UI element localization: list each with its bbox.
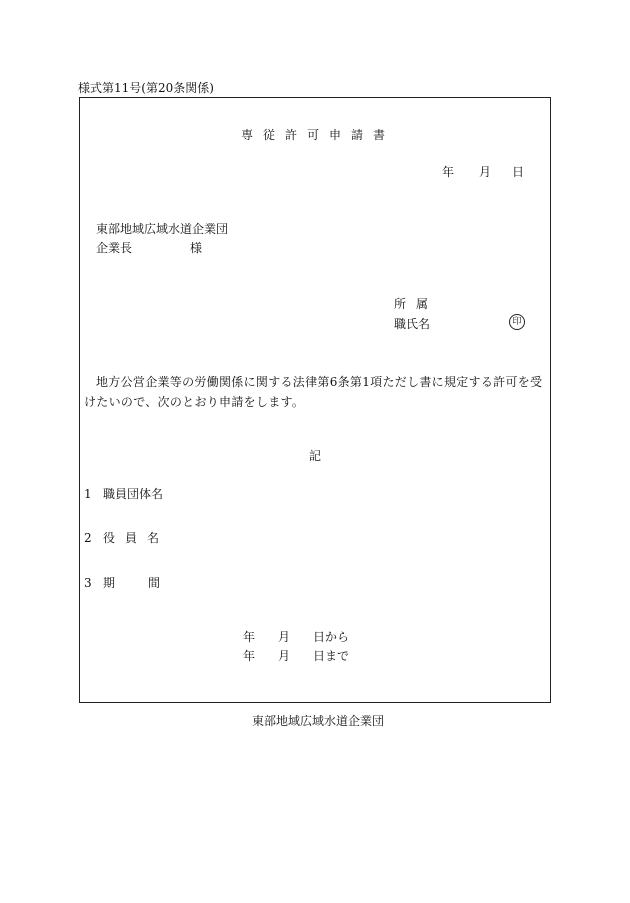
- item-number: 2: [84, 531, 92, 545]
- period-from-month: 月: [278, 630, 291, 644]
- footer-organization: 東部地域広域水道企業団: [252, 714, 385, 728]
- item-label-union-name: 職員団体名: [103, 487, 164, 501]
- date-month: 月: [479, 165, 492, 179]
- period-to-month: 月: [278, 649, 291, 663]
- item-number: 1: [84, 487, 92, 501]
- addressee-organization: 東部地域広域水道企業団: [96, 222, 229, 236]
- affiliation-label: 所属: [394, 297, 439, 311]
- date-day: 日: [512, 165, 525, 179]
- application-body-text: 地方公営企業等の労働関係に関する法律第6条第1項ただし書に規定する許可を受けたいので、次のとおり申請をします。: [84, 375, 543, 409]
- addressee-honorific: 様: [190, 241, 203, 255]
- period-to-day: 日まで: [313, 649, 350, 663]
- addressee-position: 企業長: [96, 241, 133, 255]
- seal-mark: 印: [509, 314, 525, 330]
- document-title: 専従許可申請書: [241, 128, 396, 142]
- period-from-day: 日から: [313, 630, 350, 644]
- date-year: 年: [442, 165, 455, 179]
- item-label-officer-name: 役員名: [103, 531, 170, 545]
- period-to-year: 年: [243, 649, 256, 663]
- period-from-year: 年: [243, 630, 256, 644]
- item-label-period: 期間: [103, 576, 194, 590]
- job-name-label: 職氏名: [394, 317, 431, 331]
- form-number-label: 様式第11号(第20条関係): [78, 81, 214, 95]
- ki-heading: 記: [309, 449, 322, 463]
- item-number: 3: [84, 576, 92, 590]
